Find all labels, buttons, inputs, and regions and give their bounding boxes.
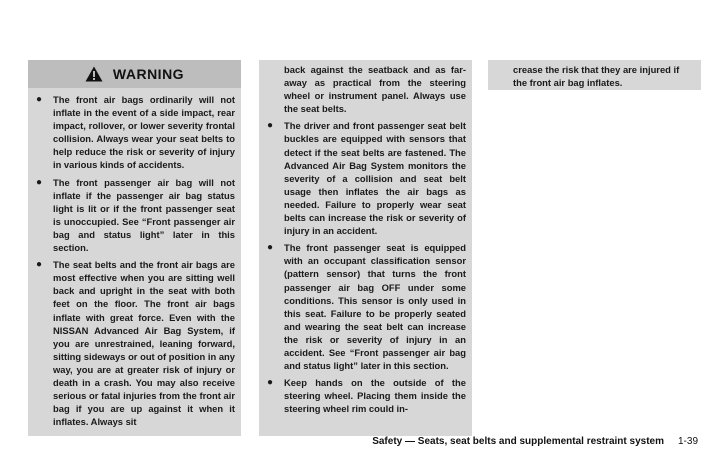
- bullet-dot: ●: [267, 377, 274, 389]
- warning-bullet-list: [28, 88, 241, 428]
- list-item: [28, 176, 241, 255]
- warning-triangle-icon: [85, 66, 103, 82]
- bullet-text: Keep hands on the outside of the steering wheel. Placing them inside the steering wheel rim could in-: [284, 377, 466, 415]
- footer-section-title: Safety — Seats, seat belts and supplemental restraint system: [372, 436, 664, 447]
- bullet-dot: ●: [36, 94, 43, 105]
- bullet-dot: ●: [36, 259, 43, 271]
- warning-title: WARNING: [112, 66, 185, 82]
- bullet-text: The seat belts and the front air bags are most effective when you are sitting well back and upright in the seat with both feet on the floor. The front air bags inflate with great force. Even with the NISSAN Advanced Air Bag System, if you are unrestrained, leaning forward, sitting sideways or out of position in any way, you are at greater risk of injury or death in a crash. You may also receive serious or fatal injuries from the front air bag if you are up against it when it inflates. Always sit: [53, 259, 235, 428]
- warning-header: [28, 60, 241, 88]
- page-number: 1-39: [677, 436, 698, 447]
- bullet-dot: ●: [36, 176, 43, 188]
- warning-bullet-list: [259, 119, 472, 415]
- warning-box-column-2: [259, 60, 472, 436]
- list-item: [28, 93, 241, 172]
- page-footer: [372, 436, 698, 447]
- bullet-text: The front passenger air bag will not inflate if the passenger air bag status light is lit or if the front passenger seat is unoccupied. See “Front passenger air bag and status light” later in this section.: [53, 176, 235, 254]
- bullet-dot: ●: [267, 120, 274, 132]
- continuation-text: back against the seatback and as far-away as practical from the steering wheel or instrument panel. Always use the seat belts.: [284, 64, 466, 115]
- bullet-text: The front air bags ordinarily will not inflate in the event of a side impact, rear impact, rollover, or lower severity frontal collision. Always wear your seat belts to help reduce the risk or severity of injury in various kinds of accidents.: [53, 94, 235, 171]
- continuation-text: crease the risk that they are injured if the front air bag inflates.: [513, 64, 680, 89]
- list-item: [259, 241, 472, 372]
- list-item: [259, 376, 472, 415]
- bullet-text: The driver and front passenger seat belt buckles are equipped with sensors that detect if the seat belts are fastened. The Advanced Air Bag System monitors the severity of a collision and seat belt usage then inflates the air bags as needed. Failure to properly wear seat belts can increase the risk or severity of injury in an accident.: [284, 120, 466, 237]
- bullet-text: The front passenger seat is equipped with an occupant classification sensor (pattern sensor) that turns the front passenger air bag OFF under some conditions. This sensor is only used in this seat. Failure to be properly seated and wearing the seat belt can increase the risk or severity of injury in an accident. See “Front passenger air bag and status light” later in this section.: [284, 242, 466, 372]
- warning-box-column-1: [28, 60, 241, 436]
- bullet-dot: ●: [267, 242, 274, 254]
- list-item: [259, 119, 472, 237]
- warning-box-column-3: [488, 60, 701, 90]
- list-item: [28, 258, 241, 428]
